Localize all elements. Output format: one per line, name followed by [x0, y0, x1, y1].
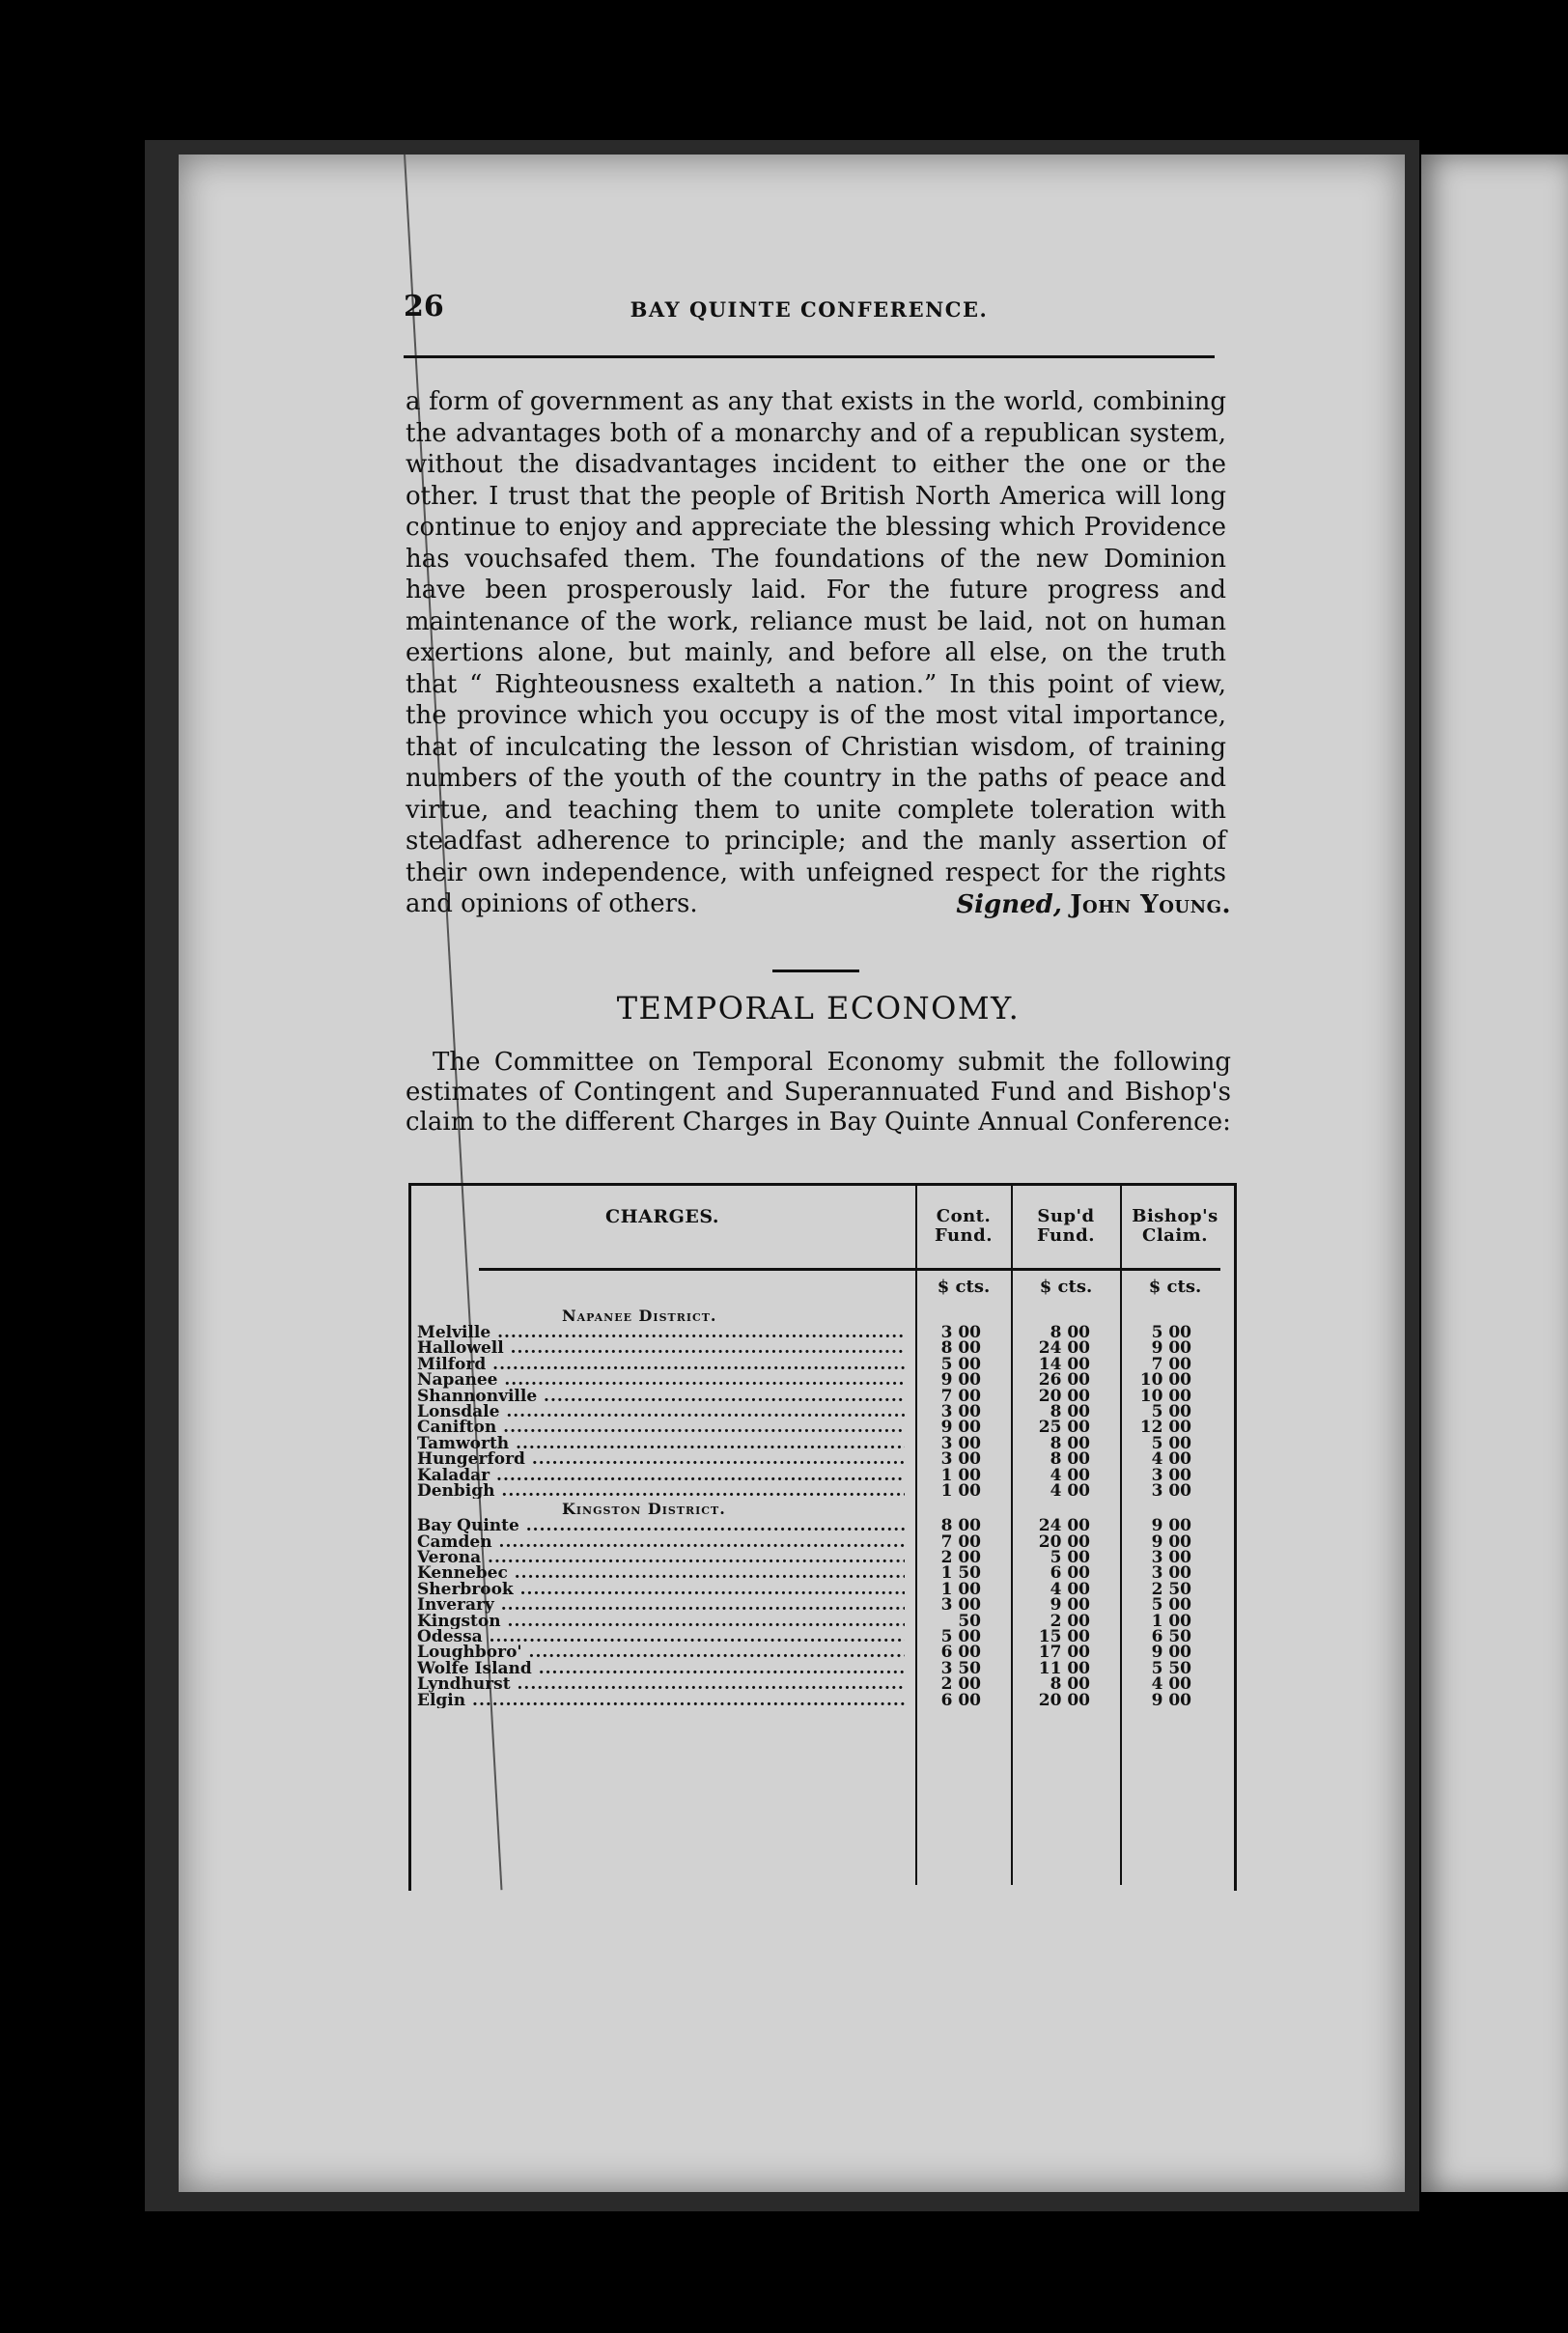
- table-row: [417, 1433, 1234, 1453]
- supd-fund-value: 8 00: [1044, 1674, 1090, 1695]
- col-header-bishop-line1: Bishop's: [1132, 1206, 1218, 1226]
- table-row: [417, 1418, 1234, 1438]
- bishop-claim-value: 5 00: [1145, 1595, 1191, 1616]
- cont-fund-value: 1 00: [940, 1480, 981, 1501]
- supd-fund-value: 9 00: [1044, 1595, 1090, 1616]
- units-bishop: $ cts.: [1148, 1277, 1202, 1297]
- cont-fund-value: 3 00: [940, 1401, 981, 1421]
- table-row: [417, 1690, 1234, 1710]
- bishop-claim-value: 10 00: [1139, 1386, 1191, 1406]
- units-sup: $ cts.: [1039, 1277, 1093, 1297]
- cont-fund-value: 3 00: [940, 1449, 981, 1470]
- charge-name: Hallowell .....: [417, 1340, 905, 1356]
- table-row: [417, 1563, 1234, 1584]
- bishop-claim-value: 9 00: [1145, 1532, 1191, 1552]
- cont-fund-value: 7 00: [940, 1532, 981, 1552]
- table-row: [417, 1480, 1234, 1501]
- charge-name: Wolfe Island .....: [417, 1661, 905, 1676]
- bishop-claim-value: 9 00: [1145, 1338, 1191, 1359]
- charge-name: Kaladar .....: [417, 1468, 905, 1483]
- charge-name: Inverary .....: [417, 1597, 905, 1613]
- col-header-sup: [1013, 1207, 1119, 1246]
- bishop-claim-value: 5 00: [1145, 1433, 1191, 1453]
- table-row: [417, 1325, 1234, 1340]
- cont-fund-value: 6 00: [940, 1643, 981, 1663]
- supd-fund-value: 4 00: [1044, 1579, 1090, 1599]
- cont-fund-value: 1 50: [940, 1563, 981, 1584]
- bishop-claim-value: 3 00: [1145, 1563, 1191, 1584]
- charge-name: Camden .....: [417, 1534, 905, 1550]
- charge-name: Milford .....: [417, 1357, 905, 1372]
- cont-fund-value: 3 00: [940, 1433, 981, 1453]
- table-header-rule: [479, 1268, 1220, 1271]
- bishop-claim-value: 4 00: [1145, 1449, 1191, 1470]
- col-header-bishop: [1122, 1207, 1228, 1246]
- table-row: [417, 1370, 1234, 1391]
- bishop-claim-value: 9 00: [1145, 1690, 1191, 1710]
- bishop-claim-value: 1 00: [1145, 1611, 1191, 1631]
- supd-fund-value: 6 00: [1044, 1563, 1090, 1584]
- table-row: [417, 1516, 1234, 1536]
- supd-fund-value: 25 00: [1038, 1418, 1090, 1438]
- cont-fund-value: 8 00: [940, 1516, 981, 1536]
- table-body: [417, 1306, 1234, 1708]
- supd-fund-value: 4 00: [1044, 1480, 1090, 1501]
- signatory-name: John Young.: [1070, 890, 1231, 919]
- supd-fund-value: 24 00: [1038, 1516, 1090, 1536]
- section-heading: TEMPORAL ECONOMY.: [616, 990, 1021, 1026]
- bishop-claim-value: 2 50: [1145, 1579, 1191, 1599]
- cont-fund-value: 1 00: [940, 1465, 981, 1485]
- table-row: [417, 1338, 1234, 1359]
- cont-fund-value: 6 00: [940, 1690, 981, 1710]
- table-row: [417, 1386, 1234, 1406]
- supd-fund-value: 26 00: [1038, 1370, 1090, 1391]
- supd-fund-value: 20 00: [1038, 1690, 1090, 1710]
- district-heading: Kingston District.: [562, 1500, 726, 1519]
- charge-name: Kingston .....: [417, 1614, 905, 1629]
- supd-fund-value: 24 00: [1038, 1338, 1090, 1359]
- bishop-claim-value: 9 00: [1145, 1643, 1191, 1663]
- page-number: 26: [404, 290, 444, 323]
- units-cont: $ cts.: [937, 1277, 991, 1297]
- bishop-claim-value: 12 00: [1139, 1418, 1191, 1438]
- cont-fund-value: 9 00: [940, 1370, 981, 1391]
- supd-fund-value: 11 00: [1038, 1658, 1090, 1678]
- charge-name: Bay Quinte .....: [417, 1518, 905, 1533]
- charge-name: Sherbrook .....: [417, 1582, 905, 1597]
- col-header-charges: CHARGES.: [605, 1206, 719, 1227]
- supd-fund-value: 2 00: [1044, 1611, 1090, 1631]
- cont-fund-value: 1 00: [940, 1579, 981, 1599]
- col-header-cont-line1: Cont.: [936, 1206, 992, 1226]
- bishop-claim-value: 5 00: [1145, 1323, 1191, 1342]
- table-row: [417, 1674, 1234, 1695]
- charge-name: Lonsdale .....: [417, 1404, 905, 1419]
- cont-fund-value: 9 00: [940, 1418, 981, 1438]
- charge-name: Elgin .....: [417, 1693, 905, 1708]
- col-header-bishop-line2: Claim.: [1142, 1225, 1208, 1246]
- table-row: [417, 1354, 1234, 1374]
- signed-label: Signed,: [956, 890, 1062, 919]
- supd-fund-value: 8 00: [1044, 1323, 1090, 1342]
- cont-fund-value: 3 00: [940, 1323, 981, 1342]
- table-row: [417, 1595, 1234, 1616]
- supd-fund-value: 20 00: [1038, 1532, 1090, 1552]
- table-row: [417, 1449, 1234, 1470]
- signature-line: [406, 890, 1231, 919]
- district-rows-kingston: [417, 1518, 1234, 1708]
- facing-page-edge: [1421, 155, 1568, 2192]
- supd-fund-value: 15 00: [1038, 1627, 1090, 1647]
- table-row: [417, 1627, 1234, 1647]
- charge-name: Tamworth .....: [417, 1436, 905, 1451]
- header-rule: [404, 355, 1215, 358]
- bishop-claim-value: 5 50: [1145, 1658, 1191, 1678]
- table-row: [417, 1534, 1234, 1550]
- supd-fund-value: 8 00: [1044, 1401, 1090, 1421]
- district-rows-napanee: [417, 1325, 1234, 1499]
- col-header-sup-line2: Fund.: [1037, 1225, 1095, 1246]
- table-row: [417, 1579, 1234, 1599]
- supd-fund-value: 8 00: [1044, 1433, 1090, 1453]
- section-intro: [406, 1048, 1231, 1138]
- charge-name: Hungerford .....: [417, 1451, 905, 1467]
- estimates-table: [408, 1183, 1237, 1891]
- bishop-claim-value: 7 00: [1145, 1354, 1191, 1374]
- charge-name: Verona .....: [417, 1550, 905, 1565]
- charge-name: Odessa .....: [417, 1629, 905, 1644]
- col-header-cont: [917, 1207, 1010, 1246]
- table-row: [417, 1643, 1234, 1663]
- intro-text: The Committee on Temporal Economy submit the following estimates of Contingent and Superannuated Fund and Bishop's claim to the different Charges in Bay Quinte Annual Conference:: [406, 1048, 1231, 1137]
- bishop-claim-value: 3 00: [1145, 1465, 1191, 1485]
- page-header: [404, 290, 1215, 338]
- supd-fund-value: 4 00: [1044, 1465, 1090, 1485]
- charge-name: Melville .....: [417, 1325, 905, 1340]
- cont-fund-value: 2 00: [940, 1548, 981, 1568]
- bishop-claim-value: 3 00: [1145, 1548, 1191, 1568]
- table-row: [417, 1465, 1234, 1485]
- bishop-claim-value: 4 00: [1145, 1674, 1191, 1695]
- charge-name: Kennebec .....: [417, 1565, 905, 1581]
- cont-fund-value: 5 00: [940, 1354, 981, 1374]
- table-row: [417, 1401, 1234, 1421]
- supd-fund-value: 14 00: [1038, 1354, 1090, 1374]
- supd-fund-value: 17 00: [1038, 1643, 1090, 1663]
- letter-paragraph: [406, 386, 1226, 920]
- charge-name: Lyndhurst .....: [417, 1676, 905, 1692]
- cont-fund-value: 3 00: [940, 1595, 981, 1616]
- charge-name: Loughboro' .....: [417, 1644, 905, 1660]
- charge-name: Shannonville .....: [417, 1389, 905, 1404]
- bishop-claim-value: 6 50: [1145, 1627, 1191, 1647]
- col-header-cont-line2: Fund.: [935, 1225, 993, 1246]
- bishop-claim-value: 10 00: [1139, 1370, 1191, 1391]
- col-header-sup-line1: Sup'd: [1037, 1206, 1095, 1226]
- cont-fund-value: 5 00: [940, 1627, 981, 1647]
- bishop-claim-value: 5 00: [1145, 1401, 1191, 1421]
- section-divider: [772, 970, 859, 972]
- charge-name: Canifton .....: [417, 1419, 905, 1435]
- cont-fund-value: 50: [946, 1611, 981, 1631]
- district-heading: Napanee District.: [562, 1307, 717, 1325]
- cont-fund-value: 8 00: [940, 1338, 981, 1359]
- cont-fund-value: 3 50: [940, 1658, 981, 1678]
- charge-name: Denbigh .....: [417, 1483, 905, 1499]
- table-row: [417, 1658, 1234, 1678]
- supd-fund-value: 20 00: [1038, 1386, 1090, 1406]
- supd-fund-value: 8 00: [1044, 1449, 1090, 1470]
- table-row: [417, 1548, 1234, 1568]
- supd-fund-value: 5 00: [1044, 1548, 1090, 1568]
- cont-fund-value: 7 00: [940, 1386, 981, 1406]
- letter-text: a form of government as any that exists in the world, combining the advantages both of a monarchy and of a republican system, without the disadvantages incident to either the one or the other. I trust that the people of British North America will long continue to enjoy and appreciate the blessing which Providence has vouchsafed them. The foundations of the new Dominion have been prosperously laid. For the future progress and maintenance of the work, reliance must be laid, not on human exertions alone, but mainly, and before all else, on the truth that “ Righteousness exalteth a nation.” In this point of view, the province which you occupy is of the most vital importance, that of inculcating the lesson of Christian wisdom, of training numbers of the youth of the country in the paths of peace and virtue, and teaching them to unite complete toleration with steadfast adherence to principle; and the manly assertion of their own independence, with unfeigned respect for the rights and opinions of others.: [406, 387, 1226, 918]
- cont-fund-value: 2 00: [940, 1674, 981, 1695]
- charge-name: Napanee .....: [417, 1372, 905, 1388]
- bishop-claim-value: 9 00: [1145, 1516, 1191, 1536]
- bishop-claim-value: 3 00: [1145, 1480, 1191, 1501]
- table-row: [417, 1611, 1234, 1631]
- running-head: BAY QUINTE CONFERENCE.: [630, 297, 989, 322]
